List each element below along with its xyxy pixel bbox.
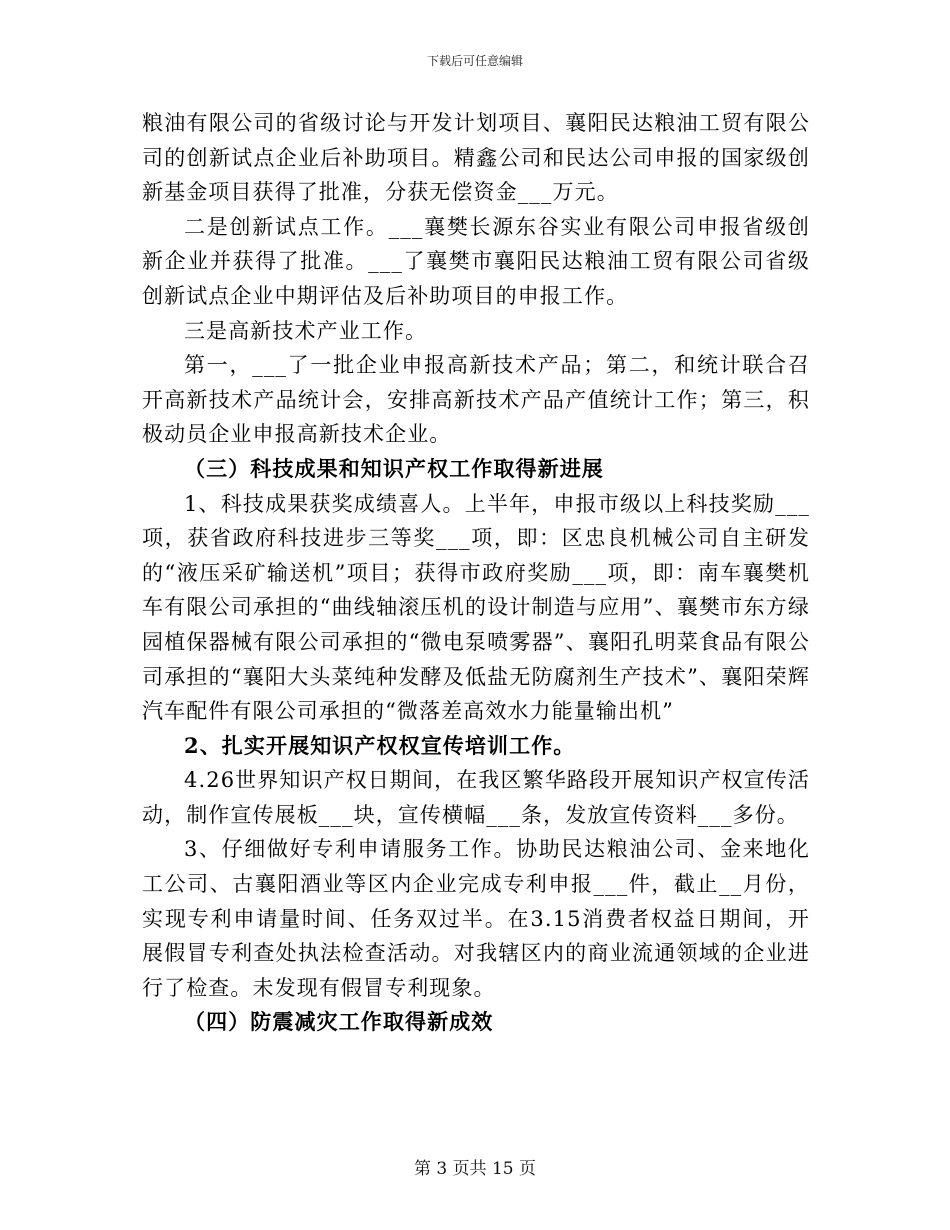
section-heading-3: （三）科技成果和知识产权工作取得新进展 bbox=[184, 455, 604, 481]
paragraph-high-tech-intro: 三是高新技术产业工作。 bbox=[184, 318, 428, 343]
paragraph-ip-day: 4.26世界知识产权日期间，在我区繁华路段开展知识产权宣传活动，制作宣传展板___块，宣传横幅___条，发放宣传资料___多份。 bbox=[142, 768, 810, 827]
subheading-ip-training: 2、扎实开展知识产权权宣传培训工作。 bbox=[184, 732, 576, 758]
section-heading-4: （四）防震减灾工作取得新成效 bbox=[184, 1009, 494, 1035]
paragraph-awards: 1、科技成果获奖成绩喜人。上半年，申报市级以上科技奖励___项，获省政府科技进步三等奖___项，即：区忠良机械公司自主研发的“液压采矿输送机”项目；获得市政府奖励___项，即：南车襄樊机车有限公司承担的“曲线轴滚压机的设计制造与应用”、襄樊市东方绿园植保器械有限公司承担的“微电泵喷雾器”、襄阳孔明菜食品有限公司承担的“襄阳大头菜纯种发酵及低盐无防腐剂生产技术”、襄阳荣辉汽车配件有限公司承担的“微落差高效水力能量输出机” bbox=[142, 491, 810, 724]
paragraph-high-tech-details: 第一，___了一批企业申报高新技术产品；第二，和统计联合召开高新技术产品统计会，安排高新技术产品产值统计工作；第三，积极动员企业申报高新技术企业。 bbox=[142, 353, 810, 447]
paragraph-continuation: 粮油有限公司的省级讨论与开发计划项目、襄阳民达粮油工贸有限公司的创新试点企业后补助项目。精鑫公司和民达公司申报的国家级创新基金项目获得了批准，分获无偿资金___万元。 bbox=[142, 111, 810, 205]
paragraph-patent-service: 3、仔细做好专利申请服务工作。协助民达粮油公司、金来地化工公司、古襄阳酒业等区内企业完成专利申报___件，截止__月份，实现专利申请量时间、任务双过半。在3.15消费者权益日期间，开展假冒专利查处执法检查活动。对我辖区内的商业流通领域的企业进行了检查。未发现有假冒专利现象。 bbox=[142, 837, 810, 1000]
page-header: 下载后可任意编辑 bbox=[426, 54, 523, 68]
paragraph-innovation-pilot: 二是创新试点工作。___襄樊长源东谷实业有限公司申报省级创新企业并获得了批准。___了襄樊市襄阳民达粮油工贸有限公司省级创新试点企业中期评估及后补助项目的申报工作。 bbox=[142, 214, 810, 308]
page-footer: 第 3 页共 15 页 bbox=[413, 1159, 537, 1179]
document-body bbox=[142, 106, 810, 1040]
